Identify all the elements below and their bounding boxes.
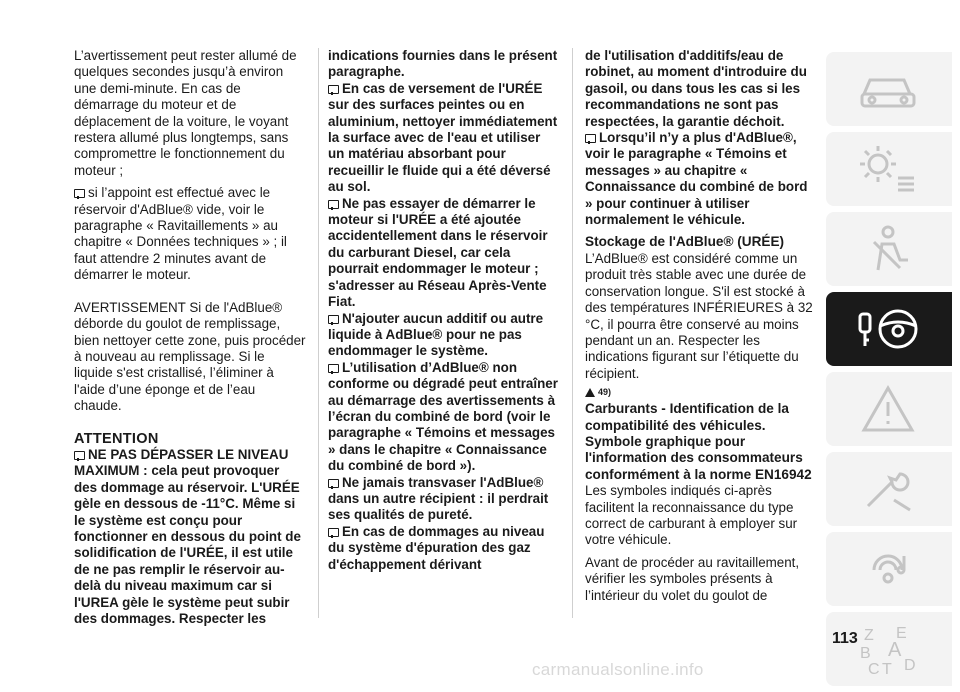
warning-reference: 49) <box>585 384 817 401</box>
tab-index[interactable] <box>826 612 952 686</box>
bullet-paragraph: si l’appoint est effectué avec le réservoir d'AdBlue® vide, voir le paragraphe « Ravitaillements » au chapitre « Données techniques » ; il faut attendre 2 minutes avant de démarrer le moteur. <box>74 185 287 283</box>
bullet-icon <box>328 200 339 209</box>
bullet-icon <box>585 134 596 143</box>
index-letter: Z <box>864 627 874 644</box>
bullet-paragraph: N'ajouter aucun additif ou autre liquide à AdBlue® pour ne pas endommager le système. <box>328 310 544 359</box>
index-letter: B <box>860 645 871 662</box>
column-2 <box>328 48 560 573</box>
tab-emergency[interactable] <box>826 372 952 446</box>
paragraph: L’AdBlue® est considéré comme un produit très stable avec une durée de conservation longue. S'il est stocké à des températures INFÉRIEURES à 32 °C, il pourra être conservé au moins pendant un an. Respecter les indications figurant sur l’étiquette du récipient. <box>585 250 813 381</box>
index-letter: D <box>904 657 916 674</box>
index-letter: A <box>888 639 902 661</box>
column-divider <box>572 48 573 618</box>
section-heading: Stockage de l'AdBlue® (URÉE) <box>585 234 785 250</box>
paragraph: de l'utilisation d'additifs/eau de robinet, au moment d'introduire du gasoil, ou dans tous les cas si les recommandations ne sont pas respectées, la garantie déchoit. <box>585 48 807 129</box>
paragraph: L’avertissement peut rester allumé de quelques secondes jusqu’à environ une demi-minute. En cas de démarrage du moteur et de déplacement de la voiture, le voyant restera allumé plus longtemps, sans compromettre le fonctionnement du moteur ; <box>74 48 297 178</box>
alphabetical-index-icon <box>854 620 924 678</box>
bullet-icon <box>328 479 339 488</box>
watermark: carmanualsonline.info <box>532 660 704 679</box>
chapter-tabs <box>826 52 952 692</box>
maintenance-wrench-icon <box>854 460 924 518</box>
paragraph: Avant de procéder au ravitaillement, vérifier les symboles présents à l’intérieur du volet du goulot de <box>585 554 800 603</box>
dashboard-car-icon <box>854 60 924 118</box>
page-number: 113 <box>832 630 858 647</box>
tab-starting-driving[interactable] <box>826 292 952 366</box>
bullet-icon <box>328 528 339 537</box>
bullet-paragraph: NE PAS DÉPASSER LE NIVEAU MAXIMUM : cela peut provoquer des dommage au réservoir. L'URÉE gèle en dessous de -11°C. Même si le système est conçu pour fonctionner en dessous du point de solidification de l'URÉE, il est utile de ne pas remplir le réservoir au-delà du niveau maximum car si l'UREA gèle le système peut subir des dommages. Respecter les <box>74 446 301 626</box>
bullet-paragraph: En cas de versement de l'URÉE sur des surfaces peintes ou en aluminium, nettoyer immédiatement la surface avec de l'eau et utiliser un matériau absorbant pour recueillir le fluide qui a été déversé au sol. <box>328 80 558 195</box>
tab-maintenance[interactable] <box>826 452 952 526</box>
paragraph: AVERTISSEMENT Si de l'AdBlue® déborde du goulot de remplissage, bien nettoyer cette zone, puis procéder à nouveau au remplissage. Si le liquide s'est cristallisé, l’éliminer à l'aide d’une éponge et de l’eau chaude. <box>74 299 306 414</box>
tab-warning-lights[interactable] <box>826 132 952 206</box>
safety-airbag-icon <box>854 220 924 278</box>
multimedia-icon <box>854 540 924 598</box>
bullet-paragraph: En cas de dommages au niveau du système d'épuration des gaz d'échappement dérivant <box>328 523 545 572</box>
bullet-paragraph: Lorsqu’il n’y a plus d'AdBlue®, voir le paragraphe « Témoins et messages » au chapitre « Connaissance du combiné de bord » pour continuer à utiliser normalement le véhicule. <box>585 130 808 228</box>
bullet-icon <box>74 451 85 460</box>
column-1 <box>74 48 306 627</box>
bullet-icon <box>328 364 339 373</box>
bullet-paragraph: L’utilisation d’AdBlue® non conforme ou dégradé peut entraîner au démarrage des avertissements à l’écran du combiné de bord (voir le paragraphe « Témoins et messages » dans le chapitre « Connaissance du combiné de bord »). <box>328 359 558 474</box>
warning-triangle-icon <box>854 380 924 438</box>
tab-multimedia[interactable] <box>826 532 952 606</box>
warning-lights-icon <box>854 140 924 198</box>
paragraph: indications fournies dans le présent paragraphe. <box>328 48 558 80</box>
column-divider <box>318 48 319 618</box>
bullet-icon <box>74 189 85 198</box>
key-steering-wheel-icon <box>854 300 924 358</box>
attention-heading: ATTENTION <box>74 430 159 447</box>
index-letter: E <box>896 625 907 642</box>
paragraph: Les symboles indiqués ci-après facilitent la reconnaissance du type correct de carburant à employer sur votre véhicule. <box>585 483 798 548</box>
column-3 <box>585 48 817 604</box>
index-letter: T <box>882 661 892 678</box>
index-letter: C <box>868 661 880 678</box>
bullet-paragraph: Ne pas essayer de démarrer le moteur si l'URÉE a été ajoutée accidentellement dans le réservoir du carburant Diesel, car cela pourrait endommager le moteur ; s'adresser au Réseau Après-Vente Fiat. <box>328 195 548 310</box>
tab-safety[interactable] <box>826 212 952 286</box>
warning-triangle-icon <box>585 388 595 397</box>
bullet-icon <box>328 315 339 324</box>
bullet-icon <box>328 85 339 94</box>
section-heading: Carburants - Identification de la compatibilité des véhicules. Symbole graphique pour l'information des consommateurs conformément à la norme EN16942 <box>585 401 812 482</box>
tab-dashboard[interactable] <box>826 52 952 126</box>
bullet-paragraph: Ne jamais transvaser l'AdBlue® dans un autre récipient : il perdrait ses qualités de pureté. <box>328 474 549 523</box>
